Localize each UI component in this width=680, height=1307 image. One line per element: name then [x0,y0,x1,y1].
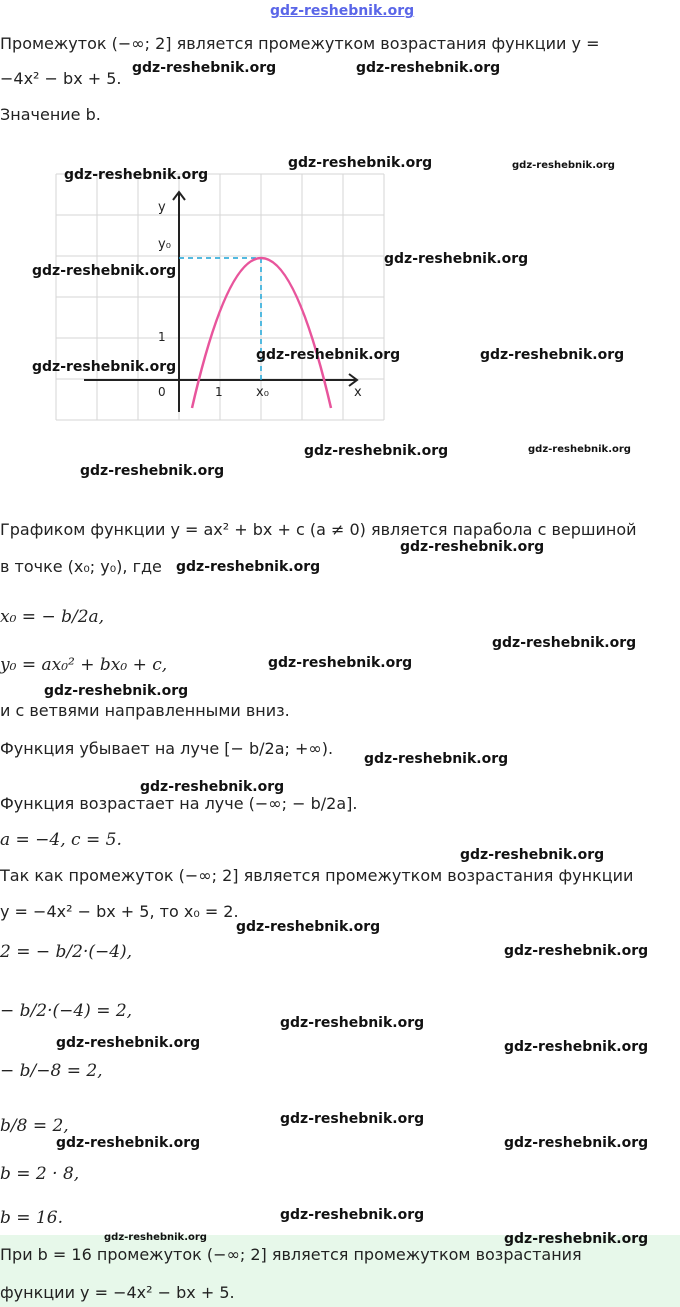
text-line-1: Промежуток (−∞; 2] является промежутком возрастания функции y = [0,34,600,53]
watermark: gdz-reshebnik.org [504,1039,649,1055]
watermark: gdz-reshebnik.org [492,635,637,651]
parabola-graph [50,168,390,424]
text-line-10: Функция возрастает на луче (−∞; − b/2a]. [0,794,358,813]
watermark: gdz-reshebnik.org [44,683,189,699]
watermark: gdz-reshebnik.org [512,160,615,171]
text-line-13: y = −4x² − bx + 5, то x₀ = 2. [0,902,239,921]
watermark: gdz-reshebnik.org [460,847,605,863]
watermark: gdz-reshebnik.org [504,943,649,959]
watermark[interactable]: gdz-reshebnik.org [270,3,415,19]
watermark: gdz-reshebnik.org [176,559,321,575]
text-line-2: −4x² − bx + 5. [0,69,122,88]
watermark: gdz-reshebnik.org [356,60,501,76]
formula-step-1: 2 = − b/2·(−4), [0,942,133,962]
watermark: gdz-reshebnik.org [504,1135,649,1151]
watermark: gdz-reshebnik.org [140,779,285,795]
watermark: gdz-reshebnik.org [280,1015,425,1031]
watermark: gdz-reshebnik.org [32,359,177,375]
answer-line-1: При b = 16 промежуток (−∞; 2] является промежутком возрастания [0,1245,582,1264]
text-line-3: Значение b. [0,105,101,124]
watermark: gdz-reshebnik.org [64,167,209,183]
watermark: gdz-reshebnik.org [384,251,529,267]
watermark: gdz-reshebnik.org [288,155,433,171]
watermark: gdz-reshebnik.org [304,443,449,459]
watermark: gdz-reshebnik.org [104,1232,207,1243]
formula-step-4: b/8 = 2, [0,1116,69,1136]
x-one-label: 1 [215,385,223,399]
formula-step-2: − b/2·(−4) = 2, [0,1001,133,1021]
watermark: gdz-reshebnik.org [256,347,401,363]
watermark: gdz-reshebnik.org [56,1135,201,1151]
origin-label: 0 [158,385,166,399]
formula-x0: x₀ = − b/2a, [0,607,105,627]
watermark: gdz-reshebnik.org [364,751,509,767]
formula-a-c: a = −4, c = 5. [0,830,122,850]
watermark: gdz-reshebnik.org [480,347,625,363]
formula-step-3: − b/−8 = 2, [0,1061,103,1081]
text-line-5: в точке (x₀; y₀), где [0,557,162,576]
watermark: gdz-reshebnik.org [400,539,545,555]
text-line-9: Функция убывает на луче [− b/2a; +∞). [0,739,334,758]
text-line-4: Графиком функции y = ax² + bx + c (a ≠ 0) является парабола с вершиной [0,520,637,539]
formula-step-5: b = 2 · 8, [0,1164,80,1184]
x-axis-label: x [354,385,362,400]
watermark: gdz-reshebnik.org [132,60,277,76]
x0-label: x₀ [256,385,269,400]
formula-y0: y₀ = ax₀² + bx₀ + c, [0,655,168,675]
watermark: gdz-reshebnik.org [280,1207,425,1223]
watermark: gdz-reshebnik.org [32,263,177,279]
y-axis-label: y [158,200,166,215]
watermark: gdz-reshebnik.org [268,655,413,671]
text-line-12: Так как промежуток (−∞; 2] является промежутком возрастания функции [0,866,634,885]
watermark: gdz-reshebnik.org [528,444,631,455]
watermark: gdz-reshebnik.org [56,1035,201,1051]
answer-line-2: функции y = −4x² − bx + 5. [0,1283,235,1302]
y0-label: y₀ [158,237,171,252]
watermark: gdz-reshebnik.org [504,1231,649,1247]
y-one-label: 1 [158,330,166,344]
text-line-8: и с ветвями направленными вниз. [0,701,290,720]
watermark: gdz-reshebnik.org [236,919,381,935]
formula-step-6: b = 16. [0,1208,63,1228]
watermark: gdz-reshebnik.org [80,463,225,479]
graph-grid [56,174,384,420]
watermark: gdz-reshebnik.org [280,1111,425,1127]
